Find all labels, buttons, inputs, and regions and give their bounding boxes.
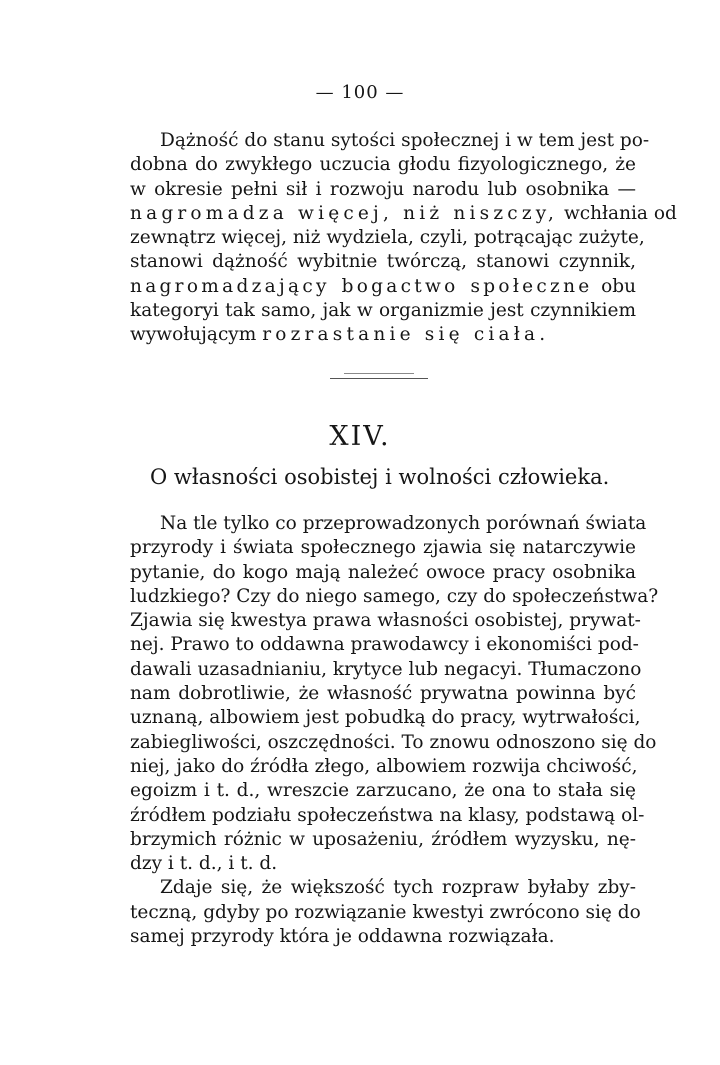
paragraph-1 <box>130 129 677 348</box>
text-line: Zjawia się kwestya prawa własności osobistej, prywat‐ <box>130 610 641 632</box>
text-line: przyrody i świata społecznego zjawia się natarczywie <box>130 537 636 559</box>
text-line: teczną, gdyby po rozwiązanie kwestyi zwrócono się do <box>130 901 641 923</box>
spaced-emphasis: nagromadzający bogactwo społeczne <box>130 275 593 297</box>
text-line: brzymich różnic w uposażeniu, źródłem wyzysku, nę‐ <box>130 828 636 850</box>
text-line: pytanie, do kogo mają należeć owoce pracy osobnika <box>130 561 636 583</box>
section-divider <box>330 373 428 381</box>
spaced-emphasis: rozrastanie się ciała <box>262 324 540 346</box>
text-line: kategoryi tak samo, jak w organizmie jest czynnikiem <box>130 300 636 322</box>
text-line: samej przyrody która je oddawna rozwiązała. <box>130 926 555 948</box>
text-line: nam dobrotliwie, że własność prywatna powinna być <box>130 683 636 705</box>
text-line: nej. Prawo to oddawna prawodawcy i ekonomiści pod‐ <box>130 634 639 656</box>
paragraph-2 <box>130 512 659 949</box>
text-line: w okresie pełni sił i rozwoju narodu lub osobnika — <box>130 178 636 200</box>
divider-rule <box>330 378 428 379</box>
text-line: niej, jako do źródła złego, albowiem rozwija chciwość, <box>130 755 638 777</box>
text-line: uznaną, albowiem jest pobudką do pracy, wytrwałości, <box>130 707 641 729</box>
text-line: źródłem podziału społeczeństwa na klasy, podstawą ol‐ <box>130 804 645 826</box>
text-fragment: . <box>539 324 546 346</box>
text-line: ludzkiego? Czy do niego samego, czy do społeczeństwa? <box>130 585 659 607</box>
text-line <box>130 323 636 347</box>
text-fragment: wchłania od <box>558 202 677 224</box>
chapter-title: O własności osobistej i wolności człowieka. <box>150 465 610 489</box>
divider-rule <box>344 373 414 374</box>
page-number: — 100 — <box>315 82 405 103</box>
text-line <box>130 275 636 299</box>
text-line: dobna do zwykłego uczucia głodu fizyologicznego, że <box>130 154 636 176</box>
text-line: dawali uzasadnianiu, krytyce lub negacyi. Tłumaczono <box>130 658 642 680</box>
text-line: stanowi dążność wybitnie twórczą, stanowi czynnik, <box>130 251 636 273</box>
text-line: Dążność do stanu sytości społecznej i w tem jest po‐ <box>160 130 650 151</box>
text-line: Na tle tylko co przeprowadzonych porównań świata <box>160 513 647 534</box>
text-line <box>130 202 677 226</box>
chapter-number: XIV. <box>329 421 391 452</box>
text-line: Zdaje się, że większość tych rozpraw byłaby zby‐ <box>160 877 636 899</box>
text-fragment: obu <box>592 275 636 297</box>
text-line: zewnątrz więcej, niż wydziela, czyli, potrącając zużyte, <box>130 227 645 249</box>
text-line: dzy i t. d., i t. d. <box>130 853 278 875</box>
spaced-emphasis: nagromadza więcej, niż niszczy, <box>130 202 559 224</box>
text-fragment: wywołującym <box>130 324 263 346</box>
text-line: zabiegliwości, oszczędności. To znowu odnoszono się do <box>130 731 657 753</box>
text-line: egoizm i t. d., wreszcie zarzucano, że ona to stała się <box>130 780 636 802</box>
